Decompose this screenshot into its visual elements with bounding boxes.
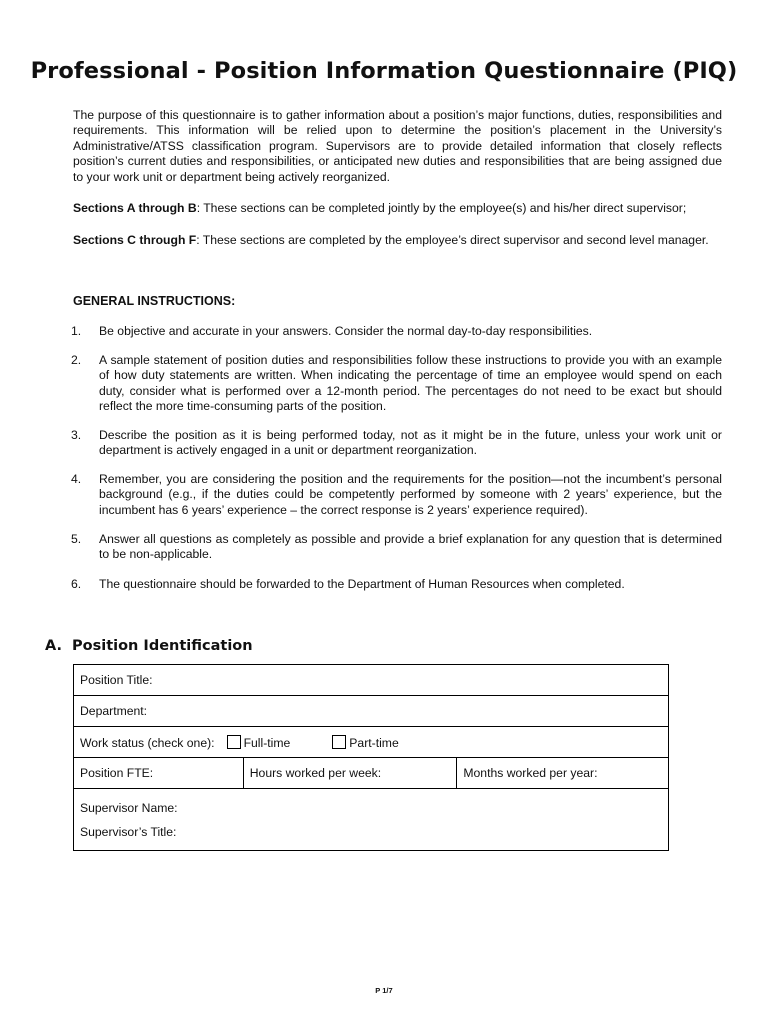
instruction-text: Describe the position as it is being performed today, not as it might be in the future, unless your work unit or department is actively engaged in a unit or department reorganization. — [99, 428, 722, 458]
instruction-number: 6. — [71, 577, 82, 591]
instruction-text: Remember, you are considering the position and the requirements for the position—not the incumbent’s personal background (e.g., if the duties could be competently performed by someone with 2 years’ experience, but the incumbent has 6 years’ experience – the correct response is 2 years’ experience required). — [99, 472, 722, 517]
full-time-checkbox[interactable] — [227, 735, 241, 749]
intro-paragraph: The purpose of this questionnaire is to gather information about a position’s major functions, duties, responsibilities and requirements. This information will be relied upon to determine the position’s placement in the University’s Administrative/ATSS classification program. Supervisors are to provide detailed information that closely reflects position’s current duties and responsibilities, or anticipated new duties and responsibilities that are being assigned due to your work unit or department being actively reorganized. — [73, 108, 722, 184]
sections-ab-paragraph — [73, 201, 722, 216]
instruction-text: A sample statement of position duties and responsibilities follow these instructions to provide you with an example of how duty statements are written. When indicating the percentage of time an employee would spend on each duty, consider what is performed over a 12-month period. The percentages do not need to be exact but should reflect the more time-consuming parts of the position. — [99, 353, 722, 414]
position-fte-field[interactable] — [74, 758, 244, 789]
part-time-checkbox[interactable] — [332, 735, 346, 749]
instruction-number: 4. — [71, 472, 82, 486]
sections-cf-paragraph — [73, 233, 722, 248]
hours-per-week-field[interactable] — [243, 758, 457, 789]
department-label: Department: — [80, 704, 148, 718]
instruction-item — [71, 353, 722, 415]
position-title-field[interactable] — [74, 665, 669, 696]
instruction-item — [71, 324, 722, 339]
instruction-item — [71, 428, 722, 459]
sections-ab-label: Sections A through B — [73, 201, 197, 215]
general-instructions-heading: GENERAL INSTRUCTIONS: — [73, 294, 236, 308]
instruction-text: Be objective and accurate in your answers. Consider the normal day-to-day responsibilities. — [99, 324, 593, 338]
instruction-number: 3. — [71, 428, 82, 442]
instruction-number: 1. — [71, 324, 82, 338]
hours-per-week-label: Hours worked per week: — [249, 766, 382, 780]
instruction-item — [71, 472, 722, 518]
work-status-label: Work status (check one): — [80, 735, 215, 750]
department-field[interactable] — [74, 696, 669, 727]
part-time-label: Part-time — [349, 735, 399, 750]
instruction-number: 5. — [71, 532, 82, 546]
sections-cf-text: : These sections are completed by the employee’s direct supervisor and second level manager. — [196, 233, 709, 247]
supervisor-title-label: Supervisor’s Title: — [80, 824, 177, 839]
section-a-letter: A. — [45, 638, 62, 654]
position-title-label: Position Title: — [80, 673, 153, 687]
supervisor-name-label: Supervisor Name: — [80, 800, 178, 815]
instruction-text: The questionnaire should be forwarded to the Department of Human Resources when completed. — [99, 577, 625, 591]
months-per-year-label: Months worked per year: — [463, 766, 598, 780]
instruction-number: 2. — [71, 353, 82, 367]
full-time-label: Full-time — [243, 735, 291, 750]
instruction-item — [71, 532, 722, 563]
instruction-text: Answer all questions as completely as possible and provide a brief explanation for any question that is determined to be non-applicable. — [99, 532, 722, 562]
position-fte-label: Position FTE: — [80, 766, 154, 780]
position-identification-table — [73, 664, 669, 851]
months-per-year-field[interactable] — [457, 758, 669, 789]
instruction-item — [71, 577, 722, 592]
page-title: Professional - Position Information Questionnaire (PIQ) — [30, 58, 738, 84]
section-a-heading — [45, 638, 253, 654]
section-a-title: Position Identification — [72, 638, 253, 654]
supervisor-field[interactable] — [74, 789, 669, 851]
work-status-row — [74, 727, 669, 758]
sections-ab-text: : These sections can be completed jointly by the employee(s) and his/her direct supervisor; — [196, 201, 687, 215]
sections-cf-label: Sections C through F — [73, 233, 197, 247]
page-number: P 1/7 — [375, 986, 393, 995]
